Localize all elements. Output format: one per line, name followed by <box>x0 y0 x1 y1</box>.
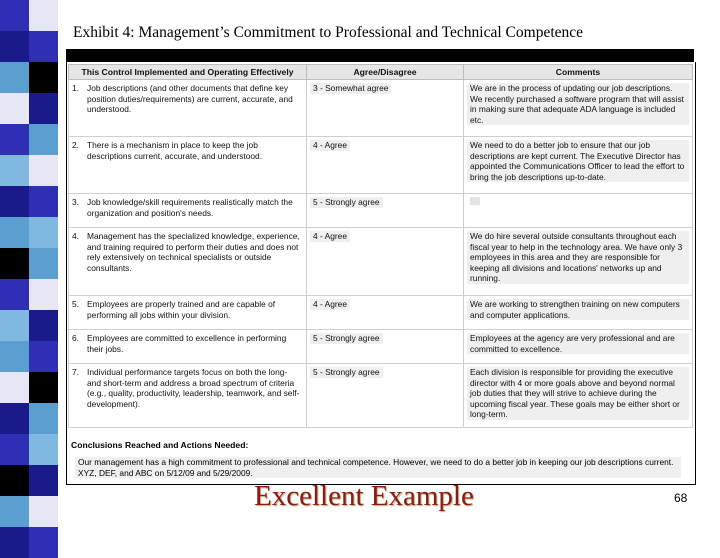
empty-comment-placeholder <box>470 197 480 205</box>
table-row <box>69 330 693 364</box>
strip-block <box>0 0 29 31</box>
strip-block <box>29 465 58 496</box>
control-statement: Job knowledge/skill requirements realistically match the organization and position's needs. <box>87 197 293 218</box>
table-row <box>69 228 693 296</box>
control-table <box>68 64 693 428</box>
table-top-bar <box>66 49 694 62</box>
strip-block <box>0 217 29 248</box>
table-header-row <box>69 65 693 80</box>
strip-block <box>29 0 58 31</box>
table-row <box>69 137 693 194</box>
strip-block <box>29 496 58 527</box>
strip-block <box>29 155 58 186</box>
comment-text: Each division is responsible for providing the executive director with 4 or more goals above and beyond normal job duties that they will strive to achieve during the upcoming fiscal year. These goals may be either short or long-term. <box>467 367 689 420</box>
strip-block <box>0 31 29 62</box>
strip-block <box>0 310 29 341</box>
control-statement: Individual performance targets focus on both the long- and short-term and address a broad spectrum of criteria (e.g., quality, productivity, leadership, teamwork, and self-development). <box>87 367 300 409</box>
strip-block <box>0 372 29 403</box>
control-statement: Management has the specialized knowledge, experience, and training required to perform their duties and does not rely extensively on technical specialists or outside consultants. <box>87 231 300 273</box>
strip-block <box>0 155 29 186</box>
strip-block <box>29 31 58 62</box>
strip-block <box>0 279 29 310</box>
decorative-side-strip <box>0 0 58 540</box>
header-comments: Comments <box>464 65 693 80</box>
row-number: 4. <box>72 231 79 241</box>
strip-block <box>29 341 58 372</box>
strip-block <box>0 403 29 434</box>
strip-block <box>0 124 29 155</box>
strip-block <box>0 527 29 558</box>
strip-block <box>29 62 58 93</box>
strip-block <box>29 279 58 310</box>
rating-value: 5 - Strongly agree <box>310 197 383 208</box>
strip-block <box>29 403 58 434</box>
table-row <box>69 194 693 228</box>
conclusions-text: Our management has a high commitment to professional and technical competence. However, we need to do a better job in keeping our job descriptions current. XYZ, DEF, and ABC on 5/12/09 and 5/29/2009. <box>75 457 681 478</box>
rating-value: 5 - Strongly agree <box>310 333 383 344</box>
strip-block <box>29 310 58 341</box>
control-statement: There is a mechanism in place to keep the job descriptions current, accurate, and understood. <box>87 140 263 161</box>
control-statement: Employees are committed to excellence in performing their jobs. <box>87 333 287 354</box>
comment-text: We need to do a better job to ensure that our job descriptions are kept current. The Executive Director has appointed the Communications Officer to lead the effort to bring the job descriptions up-to-date. <box>467 140 689 182</box>
strip-block <box>0 248 29 279</box>
comment-text: We do hire several outside consultants throughout each fiscal year to help in the technology area. We have only 3 employees in this area and they are responsible for keeping all divisions and locations' networks up and running. <box>467 231 689 284</box>
comment-text: We are working to strengthen training on new computers and computer applications. <box>467 299 689 320</box>
rating-value: 4 - Agree <box>310 231 350 242</box>
strip-block <box>29 93 58 124</box>
control-statement: Employees are properly trained and are capable of performing all jobs within your division. <box>87 299 276 320</box>
strip-block <box>29 248 58 279</box>
strip-block <box>29 434 58 465</box>
strip-block <box>29 186 58 217</box>
strip-block <box>29 527 58 558</box>
strip-block <box>0 341 29 372</box>
row-number: 7. <box>72 367 79 377</box>
row-number: 3. <box>72 197 79 207</box>
strip-block <box>0 62 29 93</box>
rating-value: 4 - Agree <box>310 299 350 310</box>
header-control: This Control Implemented and Operating Effectively <box>69 65 307 80</box>
strip-block <box>0 434 29 465</box>
strip-block <box>29 372 58 403</box>
control-table-frame <box>66 62 696 485</box>
excellent-example-label: Excellent Example <box>254 480 474 512</box>
conclusions-heading: Conclusions Reached and Actions Needed: <box>71 440 249 450</box>
rating-value: 4 - Agree <box>310 140 350 151</box>
table-row <box>69 364 693 428</box>
strip-block <box>29 124 58 155</box>
row-number: 2. <box>72 140 79 150</box>
strip-block <box>29 217 58 248</box>
row-number: 5. <box>72 299 79 309</box>
strip-block <box>0 496 29 527</box>
strip-block <box>0 186 29 217</box>
page-number: 68 <box>674 491 688 505</box>
rating-value: 3 - Somewhat agree <box>310 83 391 94</box>
header-agree-disagree: Agree/Disagree <box>307 65 464 80</box>
strip-block <box>0 93 29 124</box>
strip-block <box>0 465 29 496</box>
table-row <box>69 296 693 330</box>
control-statement: Job descriptions (and other documents that define key position duties/requirements) are current, accurate, and understood. <box>87 83 293 115</box>
slide-title: Exhibit 4: Management’s Commitment to Professional and Technical Competence <box>73 24 584 41</box>
comment-text: We are in the process of updating our job descriptions. We recently purchased a software program that will assist in making sure that adequate ADA language is included etc. <box>467 83 689 125</box>
table-row <box>69 80 693 137</box>
rating-value: 5 - Strongly agree <box>310 367 383 378</box>
row-number: 1. <box>72 83 79 93</box>
comment-text: Employees at the agency are very professional and are committed to excellence. <box>467 333 689 354</box>
row-number: 6. <box>72 333 79 343</box>
